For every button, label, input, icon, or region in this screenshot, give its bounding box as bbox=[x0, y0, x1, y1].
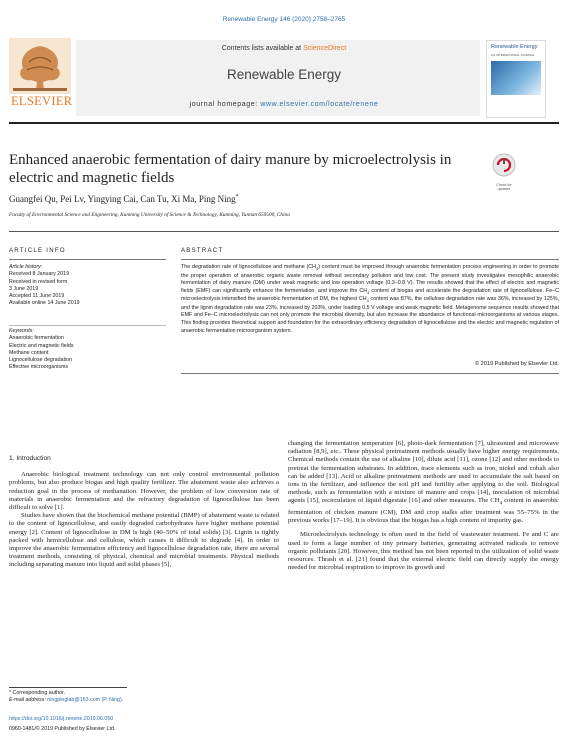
keyword-item: Methane content bbox=[9, 349, 49, 356]
history-item: Received in revised form bbox=[9, 278, 68, 285]
author-list bbox=[9, 194, 239, 204]
check-updates-icon bbox=[490, 152, 518, 178]
check-updates-label: Check for updates bbox=[496, 183, 512, 191]
article-history bbox=[9, 264, 166, 308]
paragraph: Studies have shown that the biochemical methane potential (BMP) of abatement waste is related to the content of lignocellulose, and easily degraded carbohydrates have higher methane potential energy [2]. Content of lignocellulose in DM is high (40–50% of total solids) [3]. Lignin is tightly packed with hemicellulose and cellulose, which causes it difficult to degrade [4]. In order to improve the anaerobic fermentation efficiency and lignocellulose degradation rate, there are several treatment methods, consisting of physical, chemical and microbial treatments. Physical methods including separating manure into liquid and solid phases [5], bbox=[9, 512, 279, 569]
article-info-rule bbox=[9, 259, 166, 260]
history-item: Available online 14 June 2019 bbox=[9, 300, 80, 307]
homepage-prefix: journal homepage: bbox=[189, 101, 261, 108]
history-label: Article history: bbox=[9, 264, 43, 270]
affiliation: Faculty of Environmental Science and Engineering, Kunming University of Science & Technology, Kunming, Yunnan 650500, China bbox=[9, 212, 290, 218]
keyword-item: Lignocellulose degradation bbox=[9, 357, 73, 364]
keyword-item: Anaerobic fermentation bbox=[9, 335, 64, 342]
email-label: E-mail address: bbox=[9, 697, 48, 703]
abstract-end-rule bbox=[181, 373, 559, 374]
authors-text: Guangfei Qu, Pei Lv, Yingying Cai, Can Tu, Xi Ma, Ping Ning bbox=[9, 194, 236, 204]
affiliation-rule bbox=[9, 231, 559, 232]
section-heading: 1. Introduction bbox=[9, 455, 51, 462]
body-right-column bbox=[288, 440, 559, 572]
journal-reference[interactable]: Renewable Energy 146 (2020) 2758–2765 bbox=[222, 16, 346, 23]
body-left-column bbox=[9, 455, 279, 570]
history-item: 3 June 2019 bbox=[9, 285, 39, 292]
abstract-copyright: © 2019 Published by Elsevier Ltd. bbox=[474, 361, 559, 367]
doi-link[interactable]: https://doi.org/10.1016/j.renene.2019.06.050 bbox=[9, 716, 114, 722]
keyword-item: Electric and magnetic fields bbox=[9, 342, 74, 349]
contents-line bbox=[0, 45, 568, 52]
cover-image bbox=[491, 61, 541, 95]
history-item: Accepted 11 June 2019 bbox=[9, 293, 65, 300]
history-item: Received 8 January 2019 bbox=[9, 271, 70, 278]
keywords-rule bbox=[9, 325, 166, 326]
journal-name: Renewable Energy bbox=[226, 67, 342, 82]
contents-prefix: Contents lists available at bbox=[221, 45, 304, 52]
keywords-label: Keywords: bbox=[9, 328, 34, 334]
journal-homepage bbox=[0, 101, 568, 108]
rights-statement: 0960-1481/© 2019 Published by Elsevier Ltd. bbox=[9, 726, 116, 732]
email-link[interactable]: ningpinglab@163.com (P. Ning). bbox=[47, 697, 124, 703]
publisher-wordmark: ELSEVIER bbox=[11, 94, 73, 108]
article-title: Enhanced anaerobic fermentation of dairy manure by microelectrolysis in electric and magnetic fields bbox=[9, 152, 452, 186]
journal-cover-thumbnail bbox=[486, 40, 546, 118]
abstract-heading: ABSTRACT bbox=[181, 248, 224, 254]
homepage-link[interactable]: www.elsevier.com/locate/renene bbox=[260, 101, 379, 108]
corresponding-author-note: * Corresponding author. bbox=[9, 690, 65, 696]
article-info-heading: ARTICLE INFO bbox=[9, 248, 66, 254]
sciencedirect-link[interactable]: ScienceDirect bbox=[303, 45, 347, 52]
keyword-item: Effective microorganisms bbox=[9, 364, 69, 371]
footnote-rule bbox=[9, 687, 127, 688]
abstract-text: The degradation rate of lignocellulose and methane $(CH_4)$ content must be improved through anaerobic fermentation process engineering in order to promote the proper operation of anaerobic organic waste removal without secondary pollution and low cost. The present study investigates mesophilic anaerobic fermentation of dairy manure (DM) under weak magnetic and low operation voltage (0.3–0.8 V). The results showed that the effect of electric and magnetic fields (EMF) can significantly enhance the fermentation, and improve the $CH_4$ content of biogas and accelerate the degradation rate of lignocellulose. Fe–C microelectrolysis intensified the anaerobic fermentation of DM, the highest $CH_4$ content was 87%, the cellulose degradation rate was 36%, increased by 125%, and the lignin degradation rate was 23%, increased by 203%, under loading 0.5 V voltage and weak magnetic field. Metagenome sequence results showed that EMF and Fe–C microelectrolysis can not only promote the microbial diversity, but also increase the abundance of functional microorganisms at various stages. This finding provides theoretical support and foundation for the extraordinary efficiency degradation of lignocellulose and the electric and magnetic regulation of anaerobic fermentation microorganism system. bbox=[181, 264, 559, 334]
keywords bbox=[9, 328, 166, 372]
abstract-rule bbox=[181, 259, 559, 260]
corresponding-mark[interactable]: * bbox=[235, 194, 239, 200]
check-for-updates-badge[interactable] bbox=[490, 152, 518, 190]
paragraph: Microelectrolysis technology is often used in the field of wastewater treatment. Fe and C are used to form a large number of tiny primary batteries, generating activated radicals to remove organic pollutants [20]. However, this method has not been reported in the utilization of solid waste resources. Thrash et al. [21] found that the external electric field can directly supply the energy needed for microbial respiration to improve its growth and bbox=[288, 531, 559, 572]
cover-title: Renewable Energy bbox=[491, 44, 538, 50]
footnote bbox=[9, 690, 123, 704]
paragraph: Anaerobic biological treatment technology can not only control environmental pollution problems, but also produce biogas and high quality fertilizer. The abatement waste also achieves a reduction goal in the process of methanation. However, the problem of low conversion rate of materials in anaerobic fermentation and the refractory degradation of lignocellulose has been difficult to solve [1]. bbox=[9, 471, 279, 512]
cover-subtitle: AN INTERNATIONAL JOURNAL bbox=[491, 53, 535, 58]
header-rule bbox=[9, 122, 559, 124]
paragraph: changing the fermentation temperature [6], photo-dark fermentation [7], ultrasound and microwave radiation [8,9], etc.. These physical pretreatment methods usually have higher energy requirements. Chemical methods contain the use of alkaline [10], dilute acid [11], ozone [12] and other methods to pretreat the fermentation substrates. In addition, trace elements such as iron, nickel and cobalt also can be added [13]. Acid or alkaline pretreatment methods are used to accumulate the salt based on ions in the fertilizer, and influence the soil pH and fertility after applying to the soil. Biological methods, such as fermentation with a mixture of manure and crops [14], inoculation of microbial agents [15], recirculation of liquid digestate [16] and other measures. The $CH_4$ content in anaerobic fermentation of chicken manure (CM), DM and crop stalks after treatment was 55–75% in the previous works [17–19]. It is obvious that the biogas has a high content of impurity gas. bbox=[288, 440, 560, 525]
